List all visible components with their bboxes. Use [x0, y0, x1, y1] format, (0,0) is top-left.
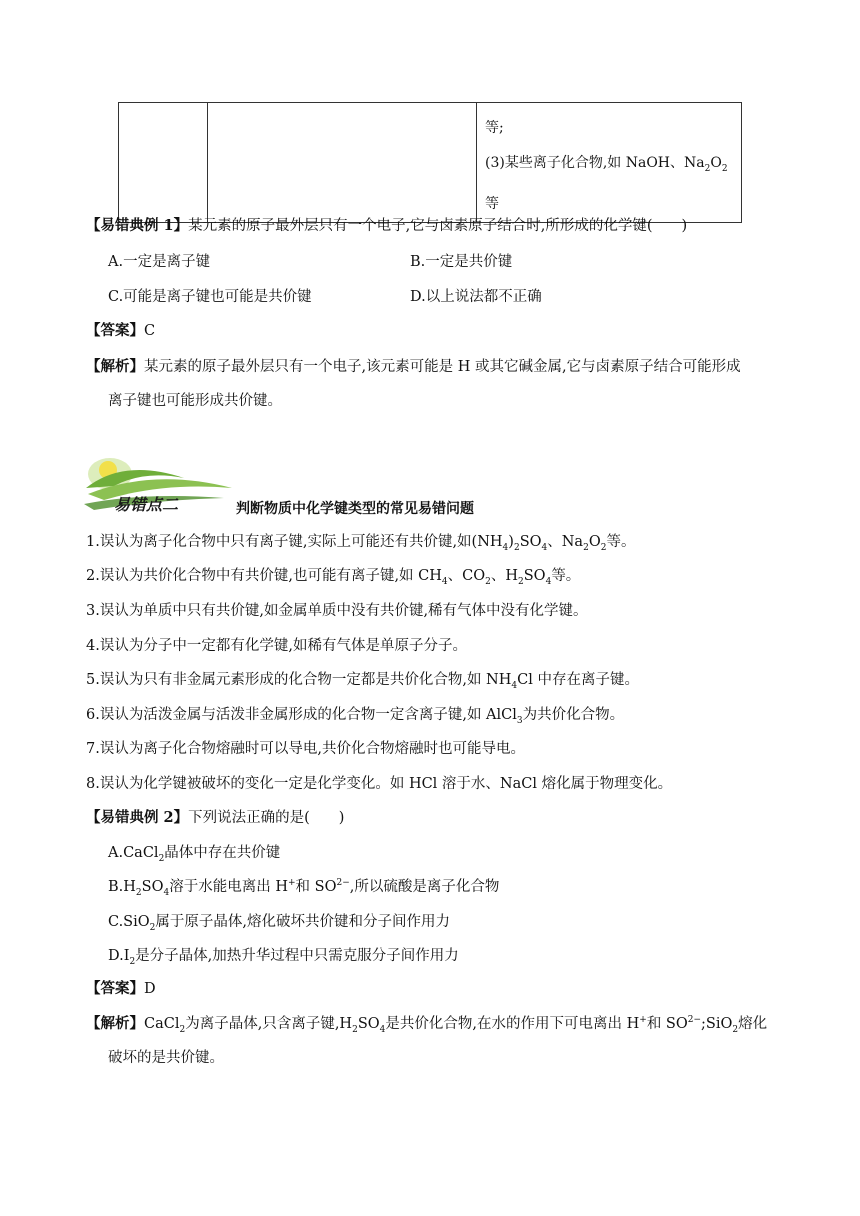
table-line-1: 等;	[485, 120, 504, 136]
example2-option-b: $B.H_2SO_4$溶于水能电离出 H+和 $SO^{2-}$,所以硫酸是离子化合物	[108, 878, 500, 898]
example2-analysis-line2: 破坏的是共价键。	[108, 1050, 224, 1066]
point-2: 2.误认为共价化合物中有共价键,也可能有离子键,如 $CH_4$、$CO_2$、$H_2SO_4$等。	[86, 568, 581, 587]
point-1: 1.误认为离子化合物中只有离子键,实际上可能还有共价键,如$(NH_4)_2SO_4$、$Na_2O_2$等。	[86, 534, 636, 553]
example1-option-d: D.以上说法都不正确	[410, 289, 542, 305]
table-cell-empty-2	[208, 103, 477, 223]
example1-option-c: C.可能是离子键也可能是共价键	[108, 289, 312, 305]
example2-question: 【易错典例 2】下列说法正确的是( )	[86, 809, 345, 826]
example1-analysis-line2: 离子键也可能形成共价键。	[108, 393, 282, 409]
example2-option-d: $D.I_2$是分子晶体,加热升华过程中只需克服分子间作用力	[108, 948, 459, 967]
point-3: 3.误认为单质中只有共价键,如金属单质中没有共价键,稀有气体中没有化学键。	[86, 603, 588, 619]
section-title: 判断物质中化学键类型的常见易错问题	[236, 501, 474, 517]
continuation-table	[118, 102, 742, 223]
banner-text: 易错点二	[114, 495, 179, 514]
point-8: 8.误认为化学键被破坏的变化一定是化学变化。如 HCl 溶于水、NaCl 熔化属于物理变化。	[86, 776, 673, 792]
example2-option-a: A.CaCl$_2$晶体中存在共价键	[108, 845, 281, 864]
example1-option-a: A.一定是离子键	[108, 254, 211, 270]
section-banner-logo	[84, 448, 234, 520]
table-line-2: (3)某些离子化合物,如 NaOH、$Na_2O_2$	[485, 155, 728, 174]
example2-answer: 【答案】D	[86, 980, 156, 997]
example2-option-c: C.SiO$_2$属于原子晶体,熔化破坏共价键和分子间作用力	[108, 914, 450, 933]
example1-analysis: 【解析】某元素的原子最外层只有一个电子,该元素可能是 H 或其它碱金属,它与卤素原子结合可能形成	[86, 358, 741, 375]
example1-option-b: B.一定是共价键	[410, 254, 513, 270]
example1-question: 【易错典例 1】某元素的原子最外层只有一个电子,它与卤素原子结合时,所形成的化学键( )	[86, 217, 688, 234]
example1-answer: 【答案】C	[86, 322, 156, 339]
point-6: 6.误认为活泼金属与活泼非金属形成的化合物一定含离子键,如 AlCl$_3$为共价化合物。	[86, 707, 625, 726]
point-7: 7.误认为离子化合物熔融时可以导电,共价化合物熔融时也可能导电。	[86, 741, 525, 757]
table-cell-empty-1	[119, 103, 208, 223]
point-4: 4.误认为分子中一定都有化学键,如稀有气体是单原子分子。	[86, 638, 467, 654]
table-line-3: 等	[485, 195, 499, 212]
point-5: 5.误认为只有非金属元素形成的化合物一定都是共价化合物,如 $NH_4Cl$ 中存在离子键。	[86, 672, 639, 691]
table-cell-text	[477, 103, 742, 223]
example2-analysis: 【解析】CaCl$_2$为离子晶体,只含离子键$,H_2SO_4$是共价化合物,在水的作用下可电离出 H+和 $SO^{2-};SiO_2$熔化	[86, 1015, 768, 1035]
